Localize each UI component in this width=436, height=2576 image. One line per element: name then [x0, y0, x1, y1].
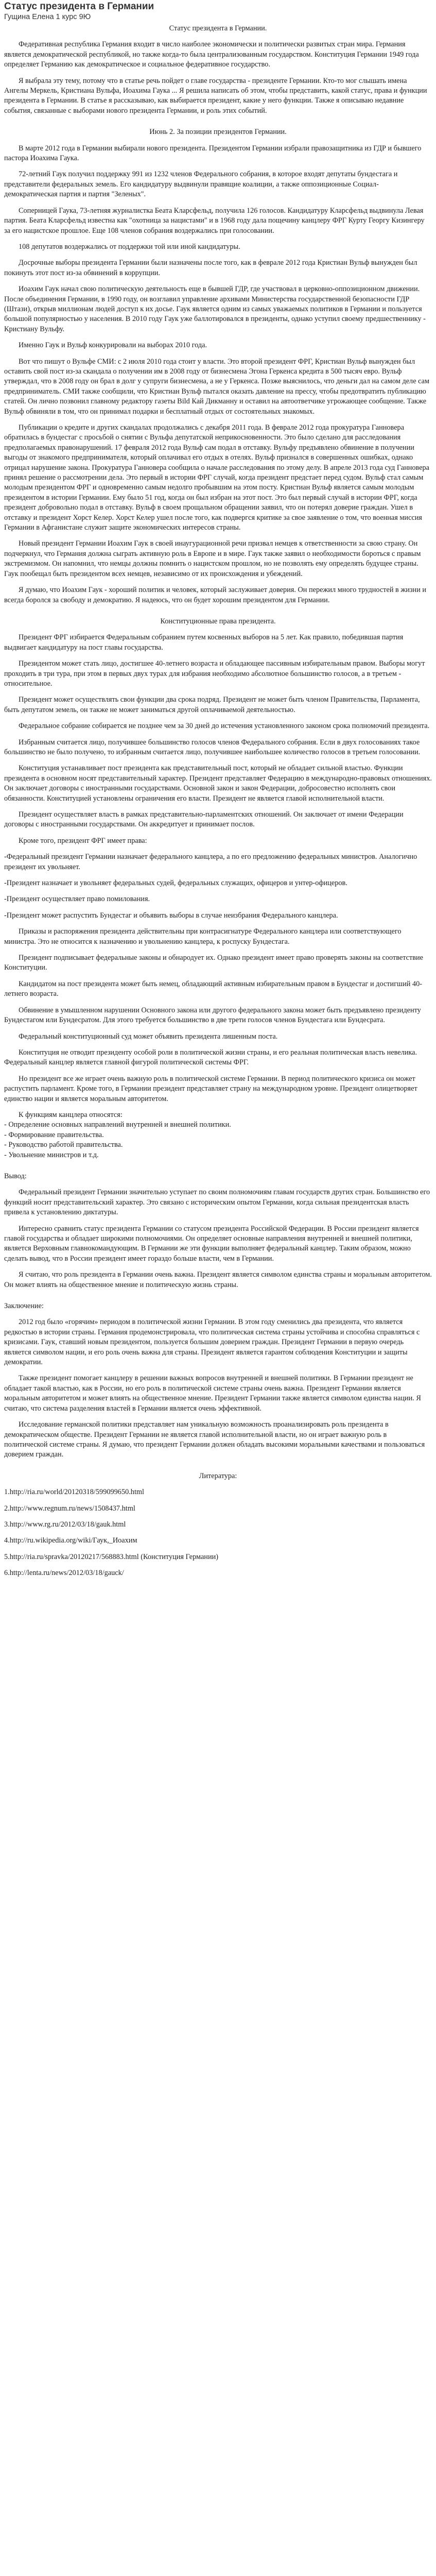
paragraph: Новый президент Германии Иоахим Гаук в своей инаугурационной речи призвал немцев к ответственности за свою страну. Он подчеркнул, что Германия должна сыграть активную роль в Европе и в мире. Гаук также заявил о необходимости бороться с правым экстремизмом. Он напомнил, что немцы должны помнить о нацистском прошлом, но не позволять ему определять будущее страны. Гаук пообещал быть президентом всех немцев, независимо от их происхождения и убеждений.	[4, 539, 421, 578]
section-constitutional-rights	[4, 633, 432, 1160]
paragraph: Именно Гаук и Вульф конкурировали на выборах 2010 года.	[19, 341, 207, 350]
paragraph: Я думаю, что Иоахим Гаук - хороший политик и человек, который заслуживает доверия. Он пережил много трудностей в жизни и всегда боролся за свободу и демократию. Я надеюсь, что он будет хорошим президентом для Германии.	[4, 586, 427, 604]
paragraph: Кандидатом на пост президента может быть немец, обладающий активным избирательным правом в Бундестаг и достигший 40-летнего возраста.	[4, 979, 423, 998]
section-elections	[4, 144, 432, 605]
section-conclusion	[4, 1317, 432, 1460]
list-item: - Руководство работой правительства.	[4, 1141, 123, 1149]
paragraph: 108 депутатов воздержались от поддержки той или иной кандидатуры.	[19, 242, 240, 251]
list-item: -Президент может распустить Бундестаг и объявить выборы в случае неизбрания Федерального канцлера.	[4, 911, 338, 920]
author-line: Гущина Елена 1 курс 9Ю	[4, 13, 91, 21]
paragraph: Вот что пишут о Вульфе СМИ: с 2 июля 2010 года стоит у власти. Это второй президент ФРГ, Кристиан Вульф вынужден был оставить свой пост из-за скандала о получении им в 2008 году от бизнесмена Эгона Геркенса кредита в 500 тысяч евро. Вульф утверждал, что в 2008 году он брал в долг у супруги бизнесмена, а не у Геркенса. Позже выяснилось, что деньги дал на самом деле сам предприниматель. СМИ также сообщили, что Кристиан Вульф пытался оказать давление на прессу, чтобы предотвратить публикацию статей. Он лично позвонил главному редактору газеты Bild Кай Дикманну и оставил на автоответчике угрожающее сообщение. Также Вульф обвиняли в том, что он принимал подарки и бесплатный отдых от состоятельных знакомых.	[4, 357, 430, 416]
paragraph: Президентом может стать лицо, достигшее 40-летнего возраста и обладающее пассивным избирательным правом. Выборы могут проходить в три тура, при этом в первых двух турах для избрания необходимо абсолютное большинство голосов, а в третьем - относительное.	[4, 659, 425, 688]
paragraph: В марте 2012 года в Германии выбирали нового президента. Президентом Германии избрали правозащитника из ГДР и бывшего пастора Иоахима Гаука.	[4, 144, 422, 163]
list-item: - Определение основных направлений внутренней и внешней политики.	[4, 1121, 231, 1129]
intro-paragraph: Я выбрала эту тему, потому что в статье речь пойдет о главе государства - президенте Германии. Кто-то мог слышать имена Ангелы Меркель, Кристиана Вульфа, Иоахима Гаука ... Я решила написать об этом, чтобы представить, какой статус, права и функции президента в Германии. В статье я рассказываю, как выбирается президент, какие у него функции. Также я описываю недавние события, связанные с выборами нового президента Германии, и роль этих событий.	[4, 76, 427, 115]
paragraph: Федеральное собрание собирается не позднее чем за 30 дней до истечения установленного законом срока полномочий президента.	[19, 722, 430, 731]
section-heading: Конституционные права президента.	[160, 617, 276, 625]
section-heading: Заключение:	[4, 1302, 44, 1311]
paragraph: Федеральный конституционный суд может объявить президента лишенным поста.	[19, 1032, 278, 1041]
reference-link[interactable]: 5.http://ria.ru/spravka/20120217/568883.html (Конституция Германии)	[4, 1552, 219, 1561]
reference-link[interactable]: 2.http://www.regnum.ru/news/1508437.html	[4, 1504, 135, 1513]
paragraph: 2012 год было «горячим» периодом в политической жизни Германии. В этом году сменились два президента, что является редкостью в истории страны. Германия продемонстрировала, что политическая система страны устойчива и способна справляться с кризисами. Гаук, ставший новым президентом, пользуется большим доверием граждан. Президент Германии в первую очередь является символом нации, и его роль очень важна для страны. Президент является гарантом соблюдения Конституции и защиты демократии.	[4, 1318, 420, 1367]
page-title: Статус президента в Германии	[4, 1, 154, 12]
reference-link[interactable]: 1.http://ria.ru/world/20120318/599099650.html	[4, 1488, 145, 1497]
paragraph: Президент подписывает федеральные законы и обнародует их. Однако президент имеет право проверять законы на соответствие Конституции.	[4, 954, 423, 972]
paragraph: Я считаю, что роль президента в Германии очень важна. Президент является символом единства страны и моральным авторитетом. Он может влиять на общественное мнение и политическую жизнь страны.	[4, 1270, 432, 1289]
paragraph: Президент может осуществлять свои функции два срока подряд. Президент не может быть членом Правительства, Парламента, быть депутатом земель, он также не может заниматься другой оплачиваемой деятельностью.	[4, 696, 420, 714]
paragraph: К функциям канцлера относятся:	[19, 1110, 123, 1119]
paragraph: Федеральный президент Германии значительно уступает по своим полномочиям главам государств других стран. Большинство его функций носит представительский характер. Это связано с историческим опытом Германии, когда сильная президентская власть привела к установлению диктатуры.	[4, 1188, 430, 1217]
list-item: - Увольнение министров и т.д.	[4, 1150, 99, 1159]
list-item: -Президент назначает и увольняет федеральных судей, федеральных служащих, офицеров и унтер-офицеров.	[4, 879, 347, 888]
intro-section	[4, 40, 432, 116]
paragraph: Приказы и распоряжения президента действительны при контрасигнатуре Федерального канцлера или соответствующего министра. Это не относится к назначению и увольнению канцлера, к роспуску Бундестага.	[4, 927, 402, 946]
paragraph: Президент ФРГ избирается Федеральным собранием путем косвенных выборов на 5 лет. Как правило, победившая партия выдвигает кандидатуру на пост главы государства.	[4, 633, 404, 652]
list-item: - Формирование правительства.	[4, 1130, 104, 1139]
paragraph: Интересно сравнить статус президента Германии со статусом президента Российской Федерации. В России президент является главой государства и обладает широкими полномочиями. Он определяет основные направления внутренней и внешней политики, является Верховным главнокомандующим. В Германии же эти функции выполняет федеральный канцлер. Таким образом, можно сделать вывод, что в России президент имеет гораздо больше власти, чем в Германии.	[4, 1224, 419, 1263]
paragraph: Публикации о кредите и других скандалах продолжались с декабря 2011 года. В феврале 2012 года прокуратура Ганновера обратилась в бундестаг с просьбой о снятии с Вульфа депутатской неприкосновенности. Это было сделано для расследования предполагаемых правонарушений. 17 февраля 2012 года Вульф сам подал в отставку. Вульфу предъявлено обвинение в получении выгоды от знакомого предпринимателя, который оплачивал его отдых в отелях. Вульф признался в совершенных ошибках, однако отрицал нарушение закона. Прокуратура Ганновера сообщила о начале расследования по этому делу. В апреле 2013 года суд Ганновера принял решение о рассмотрении дела. Это первый в истории ФРГ случай, когда президент предстает перед судом. Вульф стал самым молодым президентом ФРГ и одновременно самым недолго пробывшим на этом посту. Кристиан Вульф является самым молодым президентом в истории Германии. Ему было 51 год, когда он был избран на этот пост. Это был первый случай в истории ФРГ, когда президент добровольно подал в отставку. Вульф в своем прощальном обращении заявил, что он потерял доверие граждан. Ушел в отставку и президент Хорст Келер. Хорст Келер ушел после того, как подвергся критике за свое заявление о том, что военная миссия Германии в Афганистане служит защите экономических интересов страны.	[4, 423, 430, 532]
paragraph: Досрочные выборы президента Германии были назначены после того, как в феврале 2012 года Кристиан Вульф вынужден был покинуть этот пост из-за обвинений в коррупции.	[4, 259, 417, 277]
paragraph: Соперницей Гаука, 73-летняя журналистка Беата Кларсфельд, получила 126 голосов. Кандидатуру Кларсфельд выдвинула Левая партия. Беата Кларсфельд известна как "охотница за нацистами" и в 1968 году дала пощечину канцлеру ФРГ Курту Георгу Кизингеру за его нацистское прошлое. Еще 108 членов собрания воздержались при голосовании.	[4, 206, 425, 235]
section-heading: Вывод:	[4, 1172, 27, 1180]
intro-paragraph: Федеративная республика Германия входит в число наиболее экономически и политически развитых стран мира. Германия является демократической республикой, но также когда-то была централизованным государством. Конституция Германии 1949 года определяет Германию как демократическое и социальное федеративное государство.	[4, 40, 419, 69]
paragraph: Иоахим Гаук начал свою политическую деятельность еще в бывшей ГДР, где участвовал в церковно-оппозиционном движении. После объединения Германии, в 1990 году, он возглавил управление архивами Министерства государственной безопасности ГДР (Штази), открыв миллионам людей доступ к их досье. Гаук является одним из самых уважаемых политиков в Германии и пользуется большой популярностью у населения. В 2010 году Гаук уже баллотировался в президенты, однако уступил своему предшественнику - Кристиану Вульфу.	[4, 285, 426, 333]
list-item: -Президент осуществляет право помилования.	[4, 895, 150, 904]
list-item: -Федеральный президент Германии назначает федерального канцлера, а по его предложению федеральных министров. Аналогично президент их увольняет.	[4, 853, 417, 871]
paragraph: Исследование германской политики представляет нам уникальную возможность проанализировать роль президента в демократическом обществе. Президент Германии не является главой исполнительной власти, но он играет важную роль в политической системе страны. Я думаю, что президент Германии должен обладать высокими моральными качествами и пользоваться доверием граждан.	[4, 1420, 425, 1459]
document-body	[4, 24, 432, 1579]
paragraph: Также президент помогает канцлеру в решении важных вопросов внутренней и внешней политики. В Германии президент не обладает такой властью, как в России, но его роль в политической системе страны очень важна. Президент Германии является моральным авторитетом и может влиять на общественное мнение. Президент Германии также является символом единства нации. Я считаю, что система разделения властей в Германии является очень эффективной.	[4, 1374, 421, 1413]
paragraph: 72-летний Гаук получил поддержку 991 из 1232 членов Федерального собрания, в которое входят депутаты бундестага и представители федеральных земель. Его кандидатуру выдвинули правящие коалиции, а также оппозиционные Социал-демократическая партия и партия "Зеленых".	[4, 170, 398, 199]
reference-link[interactable]: 3.http://www.rg.ru/2012/03/18/gauk.html	[4, 1520, 126, 1529]
paragraph: Конституция устанавливает пост президента как представительный пост, который не обладает сильной властью. Функции президента в основном носят представительный характер. Президент представляет Федерацию в международно-правовых отношениях. Он заключает договоры с иностранными государствами. Основной закон и закон Федерации, добросовестно исполнять свои обязанности. Конституцией установлены ограничения его власти. Президент не является главой исполнительной власти.	[4, 764, 432, 803]
paragraph: Избранным считается лицо, получившее большинство голосов членов Федерального собрания. Если в двух голосованиях такое большинство не было получено, то избранным считается лицо, получившее наибольшее количество голосов в третьем голосовании.	[4, 738, 421, 756]
section-conclusion-short	[4, 1188, 432, 1290]
paragraph: Но президент все же играет очень важную роль в политической системе Германии. В период политического кризиса он может распустить парламент. Кроме того, в Германии президент представляет страну на международном уровне. Президент олицетворяет единство нации и является моральным авторитетом.	[4, 1074, 417, 1103]
paragraph: Конституция не отводит президенту особой роли в политической жизни страны, и его реальная политическая власть невелика. Федеральный канцлер является главной фигурой политической системы ФРГ.	[4, 1048, 417, 1067]
references-list	[4, 1487, 432, 1578]
references-heading: Литература:	[199, 1471, 237, 1480]
reference-link[interactable]: 4.http://ru.wikipedia.org/wiki/Гаук,_Иоахим	[4, 1536, 137, 1545]
section-heading: Июнь 2. За позиции президентов Германии.	[149, 128, 287, 137]
paragraph: Обвинение в умышленном нарушении Основного закона или другого федерального закона может быть предъявлено президенту Бундестагом или Бундесратом. Для этого требуется большинство в две трети голосов членов Бундестага или Бундесрата.	[4, 1006, 421, 1025]
reference-link[interactable]: 6.http://lenta.ru/news/2012/03/18/gauck/	[4, 1569, 124, 1578]
paragraph: Президент осуществляет власть в рамках представительно-парламентских отношений. Он заключает от имени Федерации договоры с иностранными государствами. Он аккредитует и принимает послов.	[4, 810, 404, 829]
paragraph: Кроме того, президент ФРГ имеет права:	[19, 836, 147, 845]
main-heading: Статус президента в Германии.	[169, 24, 267, 32]
